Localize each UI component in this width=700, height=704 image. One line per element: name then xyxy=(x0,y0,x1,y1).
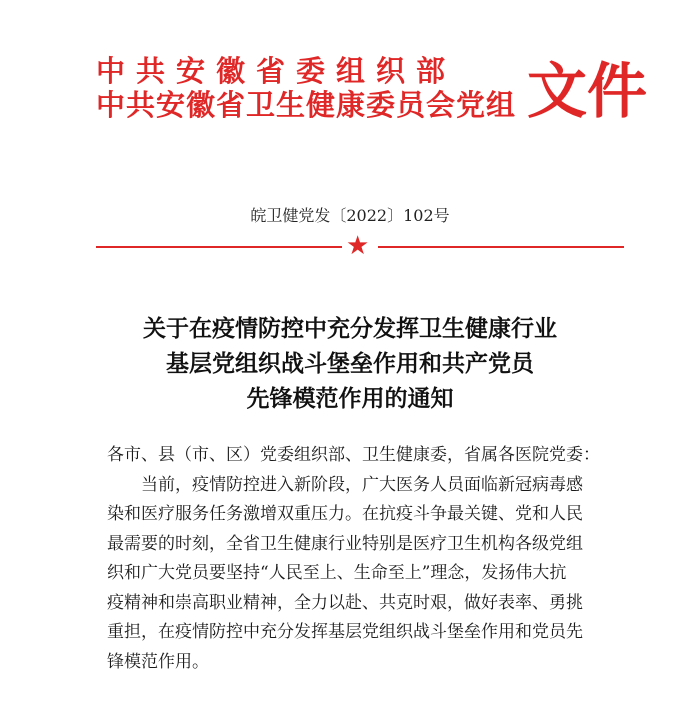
paragraph-line: 重担，在疫情防控中充分发挥基层党组织战斗堡垒作用和党员先 xyxy=(107,622,583,642)
paragraph-line: 疫精神和崇高职业精神，全力以赴、共克时艰，做好表率、勇挑 xyxy=(107,592,583,613)
title-line: 关于在疫情防控中充分发挥卫生健康行业 xyxy=(143,315,557,342)
document-body xyxy=(107,441,631,677)
document-title xyxy=(60,311,640,416)
red-star-icon: ★ xyxy=(346,231,370,261)
paragraph-line: 锋模范作用。 xyxy=(107,651,209,672)
issuer-health-commission: 中共安徽省卫生健康委员会党组 xyxy=(96,88,517,122)
title-line: 基层党组织战斗堡垒作用和共产党员 xyxy=(166,350,534,377)
issuing-organizations xyxy=(96,54,516,122)
paragraph-line: 织和广大党员要坚持“人民至上、生命至上”理念，发扬伟大抗 xyxy=(107,563,567,583)
red-rule-right xyxy=(378,246,624,248)
issuer-organization-department: 中共安徽省委组织部 xyxy=(96,54,457,88)
document-word: 文件 xyxy=(527,57,647,127)
salutation: 各市、县（市、区）党委组织部、卫生健康委，省属各医院党委： xyxy=(107,445,600,465)
document-number: 皖卫健党发〔2022〕102号 xyxy=(250,206,450,225)
paragraph-line: 最需要的时刻，全省卫生健康行业特别是医疗卫生机构各级党组 xyxy=(107,533,583,554)
paragraph-line: 当前，疫情防控进入新阶段，广大医务人员面临新冠病毒感 xyxy=(141,474,583,495)
title-line: 先锋模范作用的通知 xyxy=(246,385,454,412)
paragraph-line: 染和医疗服务任务激增双重压力。在抗疫斗争最关键、党和人民 xyxy=(107,504,583,524)
red-rule-left xyxy=(96,246,342,248)
